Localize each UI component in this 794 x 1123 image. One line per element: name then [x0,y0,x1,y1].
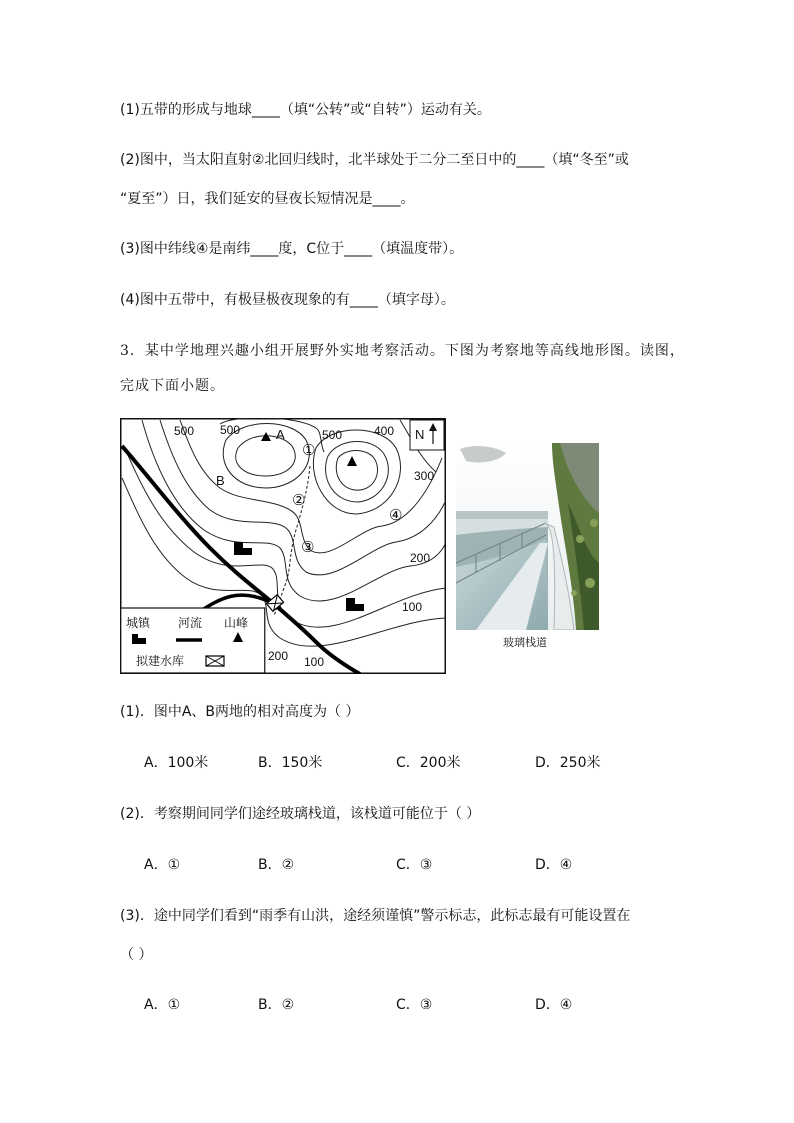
section2-q1: (1)五带的形成与地球____（填“公转”或“自转”）运动有关。 [120,102,491,118]
q1-option-a: A．100米 [144,755,209,771]
legend-reservoir-label: 拟建水库 [136,654,185,668]
q1-option-b: B．150米 [258,755,323,771]
marker-1: ① [302,441,316,459]
north-label: N [415,427,425,442]
q3-option-b: B．② [258,997,295,1013]
q1-option-d: D．250米 [535,755,601,771]
contour-label: 500 [322,428,343,442]
photo-caption: 玻璃栈道 [503,636,547,649]
glass-walkway-photo [456,443,599,630]
contour-label: 500 [220,423,241,437]
q2-option-d: D．④ [535,857,573,873]
marker-4: ④ [389,506,403,524]
q2-stem: (2)．考察期间同学们途经玻璃栈道，该栈道可能位于（ ） [120,806,481,822]
contour-label: 400 [374,424,395,438]
q2-option-b: B．② [258,857,295,873]
q3-stem-line1: (3)．途中同学们看到“雨季有山洪，途经须谨慎”警示标志，此标志最有可能设置在 [120,908,631,924]
point-a-label: A [276,427,285,442]
section2-q2-line2: “夏至”）日，我们延安的昼夜长短情况是____。 [120,191,415,207]
map-legend [121,608,265,673]
q2-option-c: C．③ [396,857,433,873]
q3-option-c: C．③ [396,997,433,1013]
section3-intro-line2: 完成下面小题。 [120,378,225,394]
q3-stem-line2: （ ） [120,947,153,963]
legend-peak-label: 山峰 [224,616,249,630]
contour-map [120,418,446,674]
north-arrow [410,420,444,450]
section2-q2-line1: (2)图中，当太阳直射②北回归线时，北半球处于二分二至日中的____（填“冬至”或 [120,152,629,168]
q1-stem: (1)．图中A、B两地的相对高度为（ ） [120,704,360,720]
section2-q3: (3)图中纬线④是南纬____度，C位于____（填温度带）。 [120,241,464,257]
q3-option-a: A．① [144,997,181,1013]
q2-option-a: A．① [144,857,181,873]
point-b-label: B [216,473,225,488]
q1-option-c: C．200米 [396,755,461,771]
contour-label: 500 [174,424,195,438]
contour-label: 200 [410,551,431,565]
legend-reservoir-icon [206,656,224,666]
contour-label: 100 [402,600,423,614]
q3-option-d: D．④ [535,997,573,1013]
legend-town-label: 城镇 [126,616,151,630]
section2-q4: (4)图中五带中，有极昼极夜现象的有____（填字母）。 [120,292,455,308]
legend-river-label: 河流 [178,616,203,630]
marker-3: ③ [301,538,315,556]
contour-label: 200 [268,649,289,663]
contour-label: 100 [304,655,325,669]
contour-label: 300 [414,469,435,483]
section3-intro-line1: 3．某中学地理兴趣小组开展野外实地考察活动。下图为考察地等高线地形图。读图， [120,343,685,359]
marker-2: ② [292,491,306,509]
